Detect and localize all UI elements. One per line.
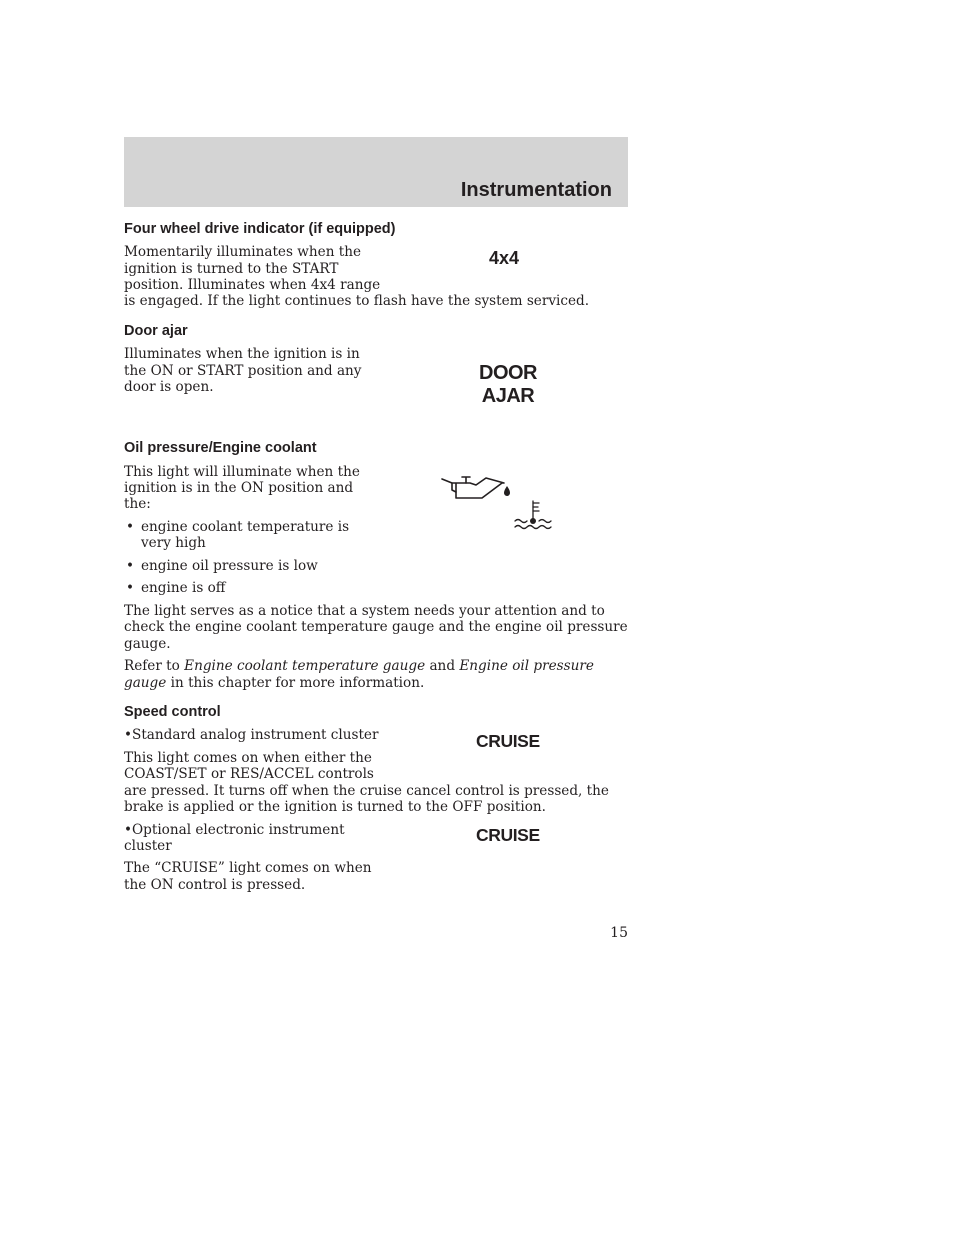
door-ajar-symbol-line: DOOR (479, 362, 537, 384)
four-wd-text-line: position. Illuminates when 4x4 range (124, 277, 381, 293)
oil-can-icon (440, 472, 514, 502)
chapter-title: Instrumentation (460, 179, 612, 201)
oil-paragraph-line: gauge. (124, 636, 171, 652)
bullet: • (126, 558, 135, 574)
list-item (124, 519, 349, 552)
reference-title: Engine coolant temperature gauge (184, 658, 426, 674)
standard-cluster-label: •Standard analog instrument cluster (124, 727, 379, 743)
speed-text-line: The “CRUISE” light comes on when (124, 860, 372, 876)
bullet: • (126, 519, 135, 535)
speed-text-line: are pressed. It turns off when the cruise cancel control is pressed, the (124, 783, 609, 799)
four-wd-heading: Four wheel drive indicator (if equipped) (124, 221, 396, 237)
oil-reference-line (124, 658, 594, 674)
reference-title: Engine oil pressure (459, 658, 594, 674)
reference-title: gauge (124, 675, 167, 691)
door-ajar-text-line: the ON or START position and any (124, 362, 362, 379)
bullet: • (126, 580, 135, 596)
list-item-line: engine oil pressure is low (141, 558, 318, 574)
chapter-header-band (124, 137, 628, 207)
list-item-line: very high (141, 535, 206, 552)
coolant-thermometer-icon (513, 499, 553, 531)
cruise-indicator-symbol: CRUISE (476, 731, 540, 751)
optional-cluster-label: •Optional electronic instrument (124, 822, 345, 838)
door-ajar-heading: Door ajar (124, 323, 188, 339)
door-ajar-text-line: Illuminates when the ignition is in (124, 346, 360, 362)
oil-text-line: the: (124, 496, 151, 512)
four-wd-text-line: ignition is turned to the START (124, 260, 339, 277)
speed-text-line: the ON control is pressed. (124, 877, 306, 893)
list-item (124, 580, 225, 596)
reference-text: and (429, 658, 456, 674)
list-item-line: engine is off (141, 580, 226, 596)
oil-text-line: This light will illuminate when the (124, 464, 360, 480)
door-ajar-text-line: door is open. (124, 379, 214, 395)
oil-coolant-heading: Oil pressure/Engine coolant (124, 440, 317, 456)
list-item (124, 558, 318, 574)
door-ajar-indicator-symbol (468, 362, 548, 408)
four-wd-text-line: is engaged. If the light continues to flash have the system serviced. (124, 293, 590, 309)
four-wd-indicator-symbol: 4x4 (489, 248, 520, 268)
speed-text-line: brake is applied or the ignition is turned to the OFF position. (124, 799, 546, 815)
optional-cluster-label: cluster (124, 838, 172, 854)
four-wd-text-line: Momentarily illuminates when the (124, 244, 362, 260)
reference-text: in this chapter for more information. (170, 675, 425, 691)
cruise-indicator-symbol: CRUISE (476, 825, 540, 845)
oil-paragraph-line: The light serves as a notice that a system needs your attention and to (124, 603, 605, 619)
oil-paragraph-line: check the engine coolant temperature gauge and the engine oil pressure (124, 619, 628, 635)
door-ajar-symbol-line: AJAR (481, 385, 535, 407)
list-item-line: engine coolant temperature is (141, 519, 350, 535)
speed-text-line: COAST/SET or RES/ACCEL controls (124, 766, 374, 782)
reference-text: Refer to (124, 658, 180, 674)
page-number: 15 (610, 925, 628, 941)
speed-control-heading: Speed control (124, 704, 221, 720)
speed-text-line: This light comes on when either the (124, 750, 372, 766)
oil-reference-line (124, 675, 424, 691)
oil-text-line: ignition is in the ON position and (124, 480, 354, 496)
